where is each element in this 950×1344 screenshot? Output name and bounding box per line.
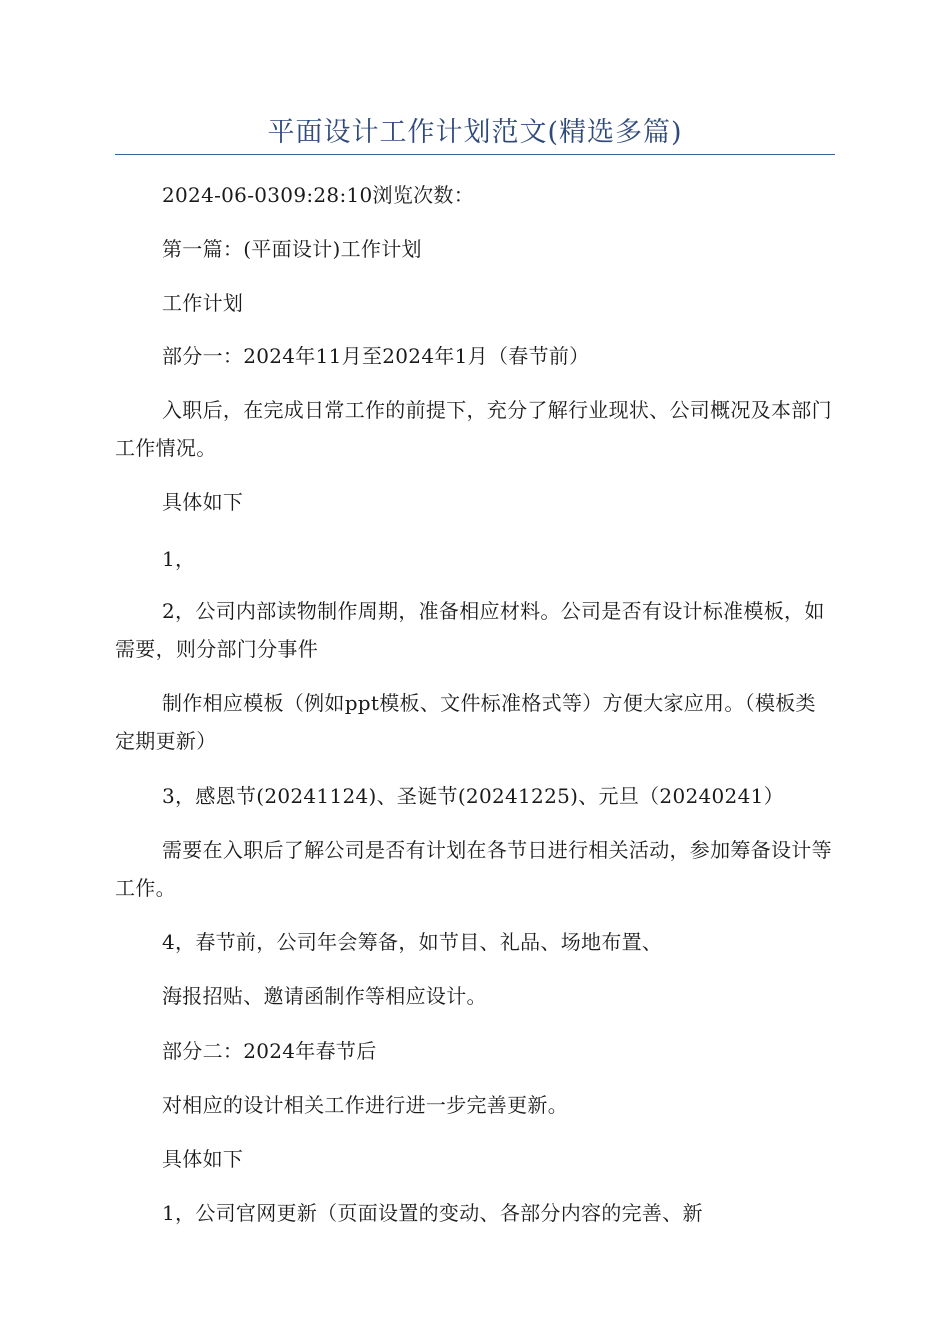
paragraph-website-update: 1，公司官网更新（页面设置的变动、各部分内容的完善、新 [162,1201,703,1225]
paragraph-item-1: 1， [162,547,196,571]
paragraph-item-4: 4，春节前，公司年会筹备，如节目、礼品、场地布置、 [162,930,663,954]
document-title: 平面设计工作计划范文(精选多篇) [267,117,683,148]
paragraph-templates: 制作相应模板（例如ppt模板、文件标准格式等）方便大家应用。（模板类定期更新） [115,691,816,753]
paragraph-posters: 海报招贴、邀请函制作等相应设计。 [162,984,487,1008]
paragraph-item-3: 3，感恩节(20241124)、圣诞节(20241225)、元旦（20240241） [162,784,784,808]
paragraph-holiday-events: 需要在入职后了解公司是否有计划在各节日进行相关活动，参加筹备设计等工作。 [115,838,832,900]
paragraph-work-plan: 工作计划 [162,291,244,315]
paragraph-part-two: 部分二：2024年春节后 [162,1039,377,1063]
paragraph-section-heading: 第一篇：(平面设计)工作计划 [162,237,422,261]
paragraph-details-2: 具体如下 [162,1147,244,1171]
paragraph-part-one: 部分一：2024年11月至2024年1月（春节前） [162,344,590,368]
title-underline [115,154,835,155]
paragraph-item-2: 2，公司内部读物制作周期，准备相应材料。公司是否有设计标准模板，如需要，则分部门分事件 [115,599,825,661]
meta-line: 2024-06-0309:28:10浏览次数： [162,183,475,207]
paragraph-details-1: 具体如下 [162,490,244,514]
paragraph-onboarding: 入职后，在完成日常工作的前提下，充分了解行业现状、公司概况及本部门工作情况。 [115,398,832,460]
paragraph-improve: 对相应的设计相关工作进行进一步完善更新。 [162,1093,568,1117]
